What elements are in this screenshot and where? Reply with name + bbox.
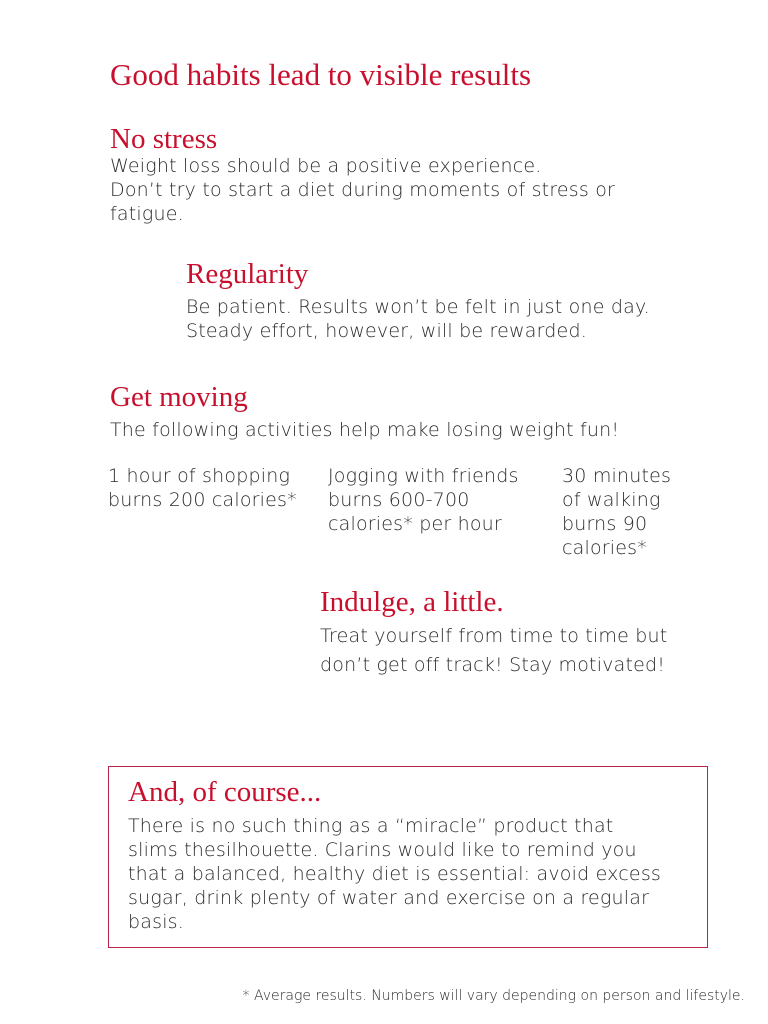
regularity-heading: Regularity <box>186 258 309 290</box>
get-moving-heading: Get moving <box>110 381 248 413</box>
of-course-line: sugar, drink plenty of water and exercise on a regular <box>128 887 650 909</box>
regularity-line: Steady effort, however, will be rewarded. <box>186 320 587 342</box>
of-course-text <box>128 814 698 934</box>
activity-line: burns 600-700 <box>328 489 470 511</box>
of-course-line: slims thesilhouette. Clarins would like to remind you <box>128 839 637 861</box>
activity-line: Jogging with friends <box>328 465 519 487</box>
indulge-heading: Indulge, a little. <box>320 586 504 618</box>
no-stress-text <box>110 154 670 226</box>
no-stress-line: Don’t try to start a diet during moments of stress or <box>110 179 616 201</box>
regularity-line: Be patient. Results won’t be felt in just one day. <box>186 296 650 318</box>
activity-line: burns 90 <box>562 513 648 535</box>
of-course-heading: And, of course... <box>128 776 322 808</box>
page-title: Good habits lead to visible results <box>110 57 532 92</box>
activity-line: 1 hour of shopping <box>108 465 291 487</box>
footnote: * Average results. Numbers will vary depending on person and lifestyle. <box>242 988 745 1004</box>
of-course-line: that a balanced, healthy diet is essential: avoid excess <box>128 863 662 885</box>
of-course-line: There is no such thing as a “miracle” product that <box>128 815 614 837</box>
of-course-line: basis. <box>128 911 185 933</box>
activity-line: of walking <box>562 489 661 511</box>
indulge-text <box>320 622 720 680</box>
get-moving-intro: The following activities help make losing weight fun! <box>110 419 620 441</box>
no-stress-line: Weight loss should be a positive experience. <box>110 155 542 177</box>
activity-line: calories* <box>562 537 647 559</box>
no-stress-heading: No stress <box>110 123 218 155</box>
activity-line: 30 minutes <box>562 465 672 487</box>
activity-jogging <box>328 464 548 536</box>
activity-shopping <box>108 464 318 512</box>
no-stress-line: fatigue. <box>110 203 184 225</box>
indulge-line: Treat yourself from time to time but <box>320 625 668 647</box>
indulge-line: don’t get off track! Stay motivated! <box>320 654 666 676</box>
activity-line: calories* per hour <box>328 513 502 535</box>
regularity-text <box>186 295 726 343</box>
activity-walking <box>562 464 702 560</box>
activity-line: burns 200 calories* <box>108 489 297 511</box>
